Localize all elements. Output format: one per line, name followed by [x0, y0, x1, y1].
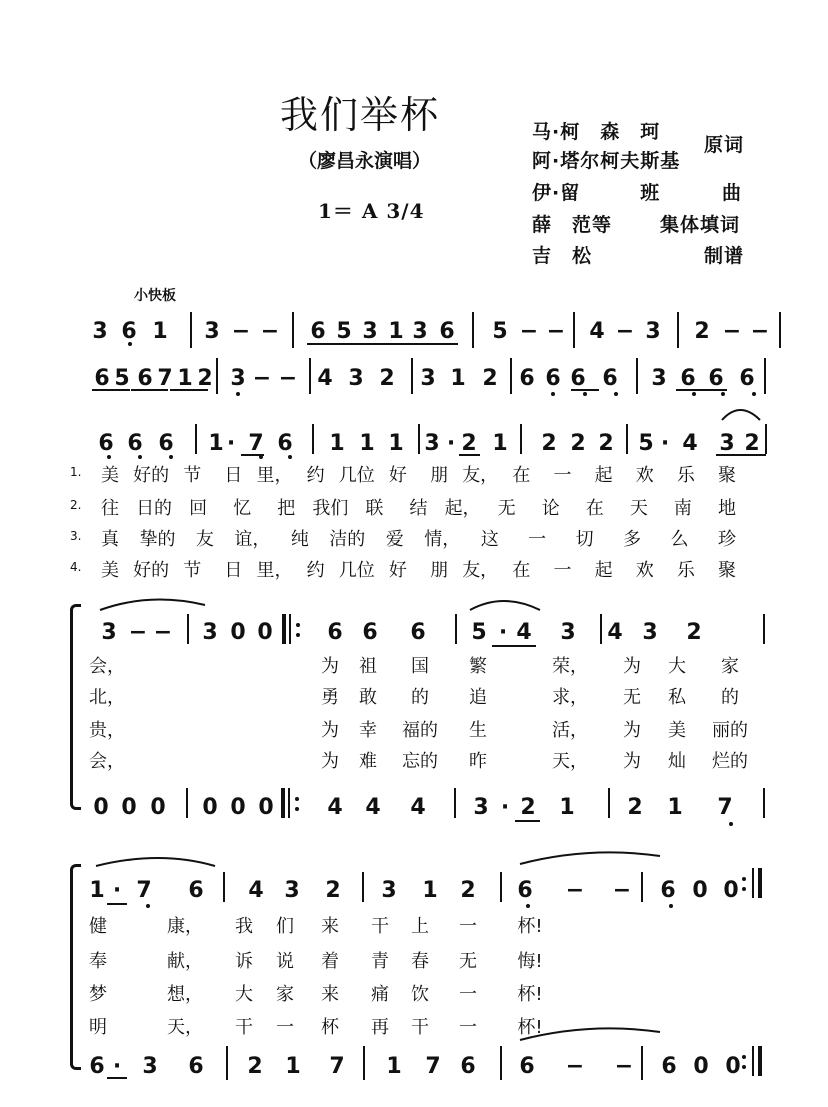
note: 2	[627, 795, 643, 820]
note: 3	[92, 319, 108, 344]
note: 0	[723, 878, 739, 903]
note: 6	[121, 319, 137, 344]
tempo-marking: 小快板	[134, 288, 176, 304]
note: 3	[473, 795, 489, 820]
lyric-word: 无	[623, 687, 641, 708]
lyric-word: 饮	[411, 984, 429, 1005]
note: 7	[425, 1054, 441, 1079]
lyric-word: 为	[623, 751, 641, 772]
lyric-word: 来	[321, 916, 339, 937]
lyric-word: 追	[469, 687, 487, 708]
slur-arc	[520, 852, 660, 864]
lyric-word: 痛	[371, 984, 389, 1005]
slur-arc	[100, 600, 205, 610]
note: 6	[708, 366, 724, 391]
note: 4	[516, 620, 532, 645]
lyric-word: 梦	[89, 984, 107, 1005]
verse-number: 2.	[70, 498, 82, 512]
note: 3	[381, 878, 397, 903]
note: 6	[410, 620, 426, 645]
note: 6	[519, 1054, 535, 1079]
lyric-word: 欢	[635, 560, 654, 581]
lyric-word: 家	[721, 656, 739, 677]
note: 5	[492, 319, 508, 344]
lyric-word: 干	[235, 1017, 253, 1038]
arranger-role: 制谱	[704, 245, 745, 267]
dash-mark: −	[612, 878, 632, 903]
lyric-word: 忆	[233, 498, 252, 519]
verse-number: 4.	[70, 560, 82, 574]
lyric-word: 好的	[133, 560, 170, 581]
note: 2	[325, 878, 341, 903]
lyric-word: 起	[594, 465, 613, 486]
note: 4	[327, 795, 343, 820]
lyric-word: 繁	[469, 656, 487, 677]
lyric-word: 的	[411, 687, 429, 708]
lyric-word: 起	[594, 560, 613, 581]
lyric-word: 干	[371, 916, 389, 937]
note: 2	[744, 431, 760, 456]
note: 6	[137, 366, 153, 391]
dot-mark: ·	[226, 431, 236, 456]
lyric-word: 里，	[256, 560, 293, 581]
lyric-word: 好	[388, 560, 407, 581]
note: 1	[388, 431, 404, 456]
note: 2	[570, 431, 586, 456]
lyric-word: 干	[411, 1017, 429, 1038]
lyric-word: 真	[101, 529, 119, 550]
lyric-word: 乐	[676, 560, 695, 581]
lyric-word: 无	[459, 951, 477, 972]
lyric-word: 上	[411, 916, 429, 937]
lyric-word: 奉	[89, 951, 107, 972]
lyric-word: 健	[89, 916, 107, 937]
note: 6	[310, 319, 326, 344]
note: 6	[188, 878, 204, 903]
slur-arc	[470, 601, 540, 610]
note: 1	[388, 319, 404, 344]
note: 4	[317, 366, 333, 391]
note: 6	[362, 620, 378, 645]
note: 0	[258, 795, 274, 820]
lyric-word: 好	[388, 465, 407, 486]
note: 3	[420, 366, 436, 391]
lyric-word: 日	[224, 465, 243, 486]
note: 7	[157, 366, 173, 391]
note: 1	[359, 431, 375, 456]
note: 1	[89, 878, 105, 903]
lyric-word: 求，	[552, 687, 588, 708]
dash-mark: −	[615, 319, 635, 344]
lyric-word: 青	[371, 951, 389, 972]
arranger: 吉 松	[532, 245, 593, 267]
note: 4	[365, 795, 381, 820]
note: 2	[461, 431, 477, 456]
lyric-word: 一	[459, 984, 477, 1005]
lyric-fillers: 薛 范等	[532, 214, 613, 236]
note: 7	[248, 431, 264, 456]
note: 1	[667, 795, 683, 820]
note: 4	[589, 319, 605, 344]
lyric-word: 节	[183, 465, 202, 486]
note: 3	[719, 431, 735, 456]
note: 1	[422, 878, 438, 903]
singer-note: （廖昌永演唱）	[298, 150, 432, 172]
dash-mark: −	[546, 319, 566, 344]
lyric-word: 献，	[167, 951, 203, 972]
note: 3	[204, 319, 220, 344]
lyric-fillers-role: 集体填词	[660, 214, 741, 236]
lyric-word: 灿	[668, 751, 686, 772]
dot-mark: ·	[112, 878, 122, 903]
note: 3	[651, 366, 667, 391]
note: 2	[379, 366, 395, 391]
note: 7	[329, 1054, 345, 1079]
lyric-word: 杯!	[517, 916, 543, 937]
note: 2	[598, 431, 614, 456]
lyric-word: 几位	[338, 465, 375, 486]
lyric-word: 说	[276, 951, 294, 972]
note: 0	[230, 620, 246, 645]
note: 5	[114, 366, 130, 391]
note: 1	[559, 795, 575, 820]
lyric-word: 为	[623, 720, 641, 741]
dot-mark: ·	[660, 431, 670, 456]
lyric-word: 切	[575, 529, 594, 550]
lyric-word: 私	[668, 687, 686, 708]
note: 3	[412, 319, 428, 344]
note: 0	[692, 878, 708, 903]
dot-mark: ·	[500, 795, 510, 820]
lyric-word: 朋	[430, 560, 449, 581]
dash-mark: −	[252, 366, 272, 391]
lyric-word: 美	[668, 720, 686, 741]
lyric-word: 想，	[167, 984, 203, 1005]
note: 3	[230, 366, 246, 391]
slur-arc	[722, 410, 760, 420]
dot-mark: ·	[498, 620, 508, 645]
lyric-word: 在	[585, 498, 604, 519]
lyric-word: 么	[670, 529, 689, 550]
dash-mark: −	[128, 620, 148, 645]
note: 1	[208, 431, 224, 456]
lyric-word: 美	[101, 465, 119, 486]
lyric-word: 好的	[133, 465, 170, 486]
note: 0	[93, 795, 109, 820]
song-title: 我们举杯	[280, 93, 441, 137]
note: 3	[284, 878, 300, 903]
verse-number: 3.	[70, 529, 82, 543]
lyric-word: 约	[306, 465, 325, 486]
composer-role: 曲	[722, 182, 743, 204]
lyric-word: 友，	[462, 560, 499, 581]
note: 6	[661, 1054, 677, 1079]
dash-mark: −	[260, 319, 280, 344]
lyric-word: 天，	[552, 751, 588, 772]
lyric-word: 在	[512, 560, 531, 581]
lyric-word: 荣，	[552, 656, 588, 677]
lyric-word: 家	[276, 984, 294, 1005]
note: 0	[257, 620, 273, 645]
lyric-word: 活，	[552, 720, 588, 741]
lyric-word: 在	[512, 465, 531, 486]
lyric-word: 我们	[312, 498, 349, 519]
lyric-word: 着	[321, 951, 339, 972]
note: 3	[424, 431, 440, 456]
note: 6	[660, 878, 676, 903]
note: 1	[386, 1054, 402, 1079]
lyric-word: 日的	[136, 498, 173, 519]
lyric-word: 烂的	[712, 751, 748, 772]
lyricist-1: 马·柯 森 珂	[532, 121, 661, 143]
note: 0	[121, 795, 137, 820]
lyric-word: 勇	[321, 687, 339, 708]
note: 7	[136, 878, 152, 903]
verse-number: 1.	[70, 465, 82, 479]
lyric-word: 回	[189, 498, 208, 519]
lyric-word: 欢	[635, 465, 654, 486]
lyric-word: 珍	[718, 529, 736, 550]
lyric-word: 天	[629, 498, 648, 519]
lyric-word: 节	[183, 560, 202, 581]
note: 6	[89, 1054, 105, 1079]
note: 1	[450, 366, 466, 391]
lyric-word: 一	[528, 529, 547, 550]
note: 3	[348, 366, 364, 391]
dash-mark: −	[722, 319, 742, 344]
note: 6	[739, 366, 755, 391]
lyric-word: 康，	[167, 916, 203, 937]
note: 6	[94, 366, 110, 391]
lyric-word: 乐	[676, 465, 695, 486]
note: 6	[460, 1054, 476, 1079]
lyric-word: 悔!	[517, 951, 543, 972]
lyric-word: 几位	[338, 560, 375, 581]
lyric-word: 约	[306, 560, 325, 581]
dash-mark: −	[231, 319, 251, 344]
note: 6	[517, 878, 533, 903]
note: 2	[460, 878, 476, 903]
lyric-word: 一	[459, 916, 477, 937]
note: 6	[680, 366, 696, 391]
lyric-word: 生	[469, 720, 487, 741]
slur-arc	[520, 1028, 660, 1040]
lyric-word: 朋	[430, 465, 449, 486]
lyric-word: 我	[235, 916, 253, 937]
lyric-word: 春	[411, 951, 429, 972]
lyric-word: 明	[89, 1017, 107, 1038]
note: 6	[127, 431, 143, 456]
lyric-word: 南	[673, 498, 692, 519]
lyric-word: 这	[480, 529, 499, 550]
lyric-word: 往	[101, 498, 119, 519]
lyric-word: 的	[721, 687, 739, 708]
lyric-word: 纯	[290, 529, 309, 550]
note: 4	[410, 795, 426, 820]
lyric-word: 洁的	[329, 529, 366, 550]
dash-mark: −	[750, 319, 770, 344]
lyric-word: 再	[371, 1017, 389, 1038]
slur-arc	[96, 858, 215, 866]
lyric-word: 为	[321, 720, 339, 741]
note: 3	[362, 319, 378, 344]
note: 1	[329, 431, 345, 456]
lyric-word: 一	[553, 560, 572, 581]
lyric-word: 为	[321, 656, 339, 677]
lyric-word: 幸	[359, 720, 377, 741]
note: 5	[471, 620, 487, 645]
note: 3	[645, 319, 661, 344]
lyric-word: 谊，	[234, 529, 271, 550]
note: 2	[694, 319, 710, 344]
dash-mark: −	[519, 319, 539, 344]
note: 2	[247, 1054, 263, 1079]
note: 2	[520, 795, 536, 820]
lyric-word: 国	[411, 656, 429, 677]
note: 1	[177, 366, 193, 391]
note: 2	[482, 366, 498, 391]
note: 3	[142, 1054, 158, 1079]
dash-mark: −	[565, 1054, 585, 1079]
note: 2	[197, 366, 213, 391]
note: 7	[717, 795, 733, 820]
dot-mark: ·	[446, 431, 456, 456]
note: 2	[541, 431, 557, 456]
note: 6	[602, 366, 618, 391]
note: 3	[202, 620, 218, 645]
note: 4	[682, 431, 698, 456]
lyric-word: 聚	[718, 465, 736, 486]
note: 4	[248, 878, 264, 903]
lyric-word: 杯	[321, 1017, 339, 1038]
lyric-word: 爱	[385, 529, 404, 550]
lyric-word: 聚	[718, 560, 736, 581]
lyric-role: 原词	[704, 134, 745, 156]
lyric-word: 无	[497, 498, 516, 519]
lyric-word: 起，	[444, 498, 481, 519]
lyric-word: 一	[553, 465, 572, 486]
note: 1	[285, 1054, 301, 1079]
note: 3	[101, 620, 117, 645]
note: 3	[642, 620, 658, 645]
note: 3	[560, 620, 576, 645]
key-signature: 1＝ A 3/4	[318, 199, 425, 223]
note: 1	[152, 319, 168, 344]
dash-mark: −	[153, 620, 173, 645]
dash-mark: −	[565, 878, 585, 903]
lyric-word: 们	[276, 916, 294, 937]
lyric-word: 天，	[167, 1017, 203, 1038]
dash-mark: −	[278, 366, 298, 391]
lyric-word: 杯!	[517, 984, 543, 1005]
dash-mark: −	[614, 1054, 634, 1079]
lyric-word: 多	[623, 529, 642, 550]
note: 0	[693, 1054, 709, 1079]
lyric-word: 为	[623, 656, 641, 677]
note: 0	[725, 1054, 741, 1079]
composer: 伊·留 班	[532, 182, 661, 204]
note: 6	[188, 1054, 204, 1079]
note: 6	[545, 366, 561, 391]
dot-mark: ·	[112, 1054, 122, 1079]
lyric-word: 美	[101, 560, 119, 581]
note: 0	[202, 795, 218, 820]
lyric-word: 一	[459, 1017, 477, 1038]
note: 6	[519, 366, 535, 391]
note: 2	[686, 620, 702, 645]
lyric-word: 联	[365, 498, 384, 519]
lyric-word: 大	[235, 984, 253, 1005]
lyric-word: 为	[321, 751, 339, 772]
lyric-word: 挚的	[139, 529, 176, 550]
lyric-word: 北，	[89, 687, 125, 708]
note: 6	[158, 431, 174, 456]
lyric-word: 难	[359, 751, 377, 772]
lyric-word: 忘的	[402, 751, 438, 772]
lyric-word: 来	[321, 984, 339, 1005]
lyric-word: 杯!	[517, 1017, 543, 1038]
lyric-word: 友	[195, 529, 214, 550]
lyric-word: 论	[541, 498, 560, 519]
lyric-word: 会，	[89, 751, 125, 772]
note: 6	[327, 620, 343, 645]
lyric-word: 把	[277, 498, 296, 519]
lyric-word: 福的	[402, 720, 438, 741]
lyric-word: 丽的	[712, 720, 748, 741]
lyric-word: 诉	[235, 951, 253, 972]
lyric-word: 地	[718, 498, 736, 519]
note: 6	[277, 431, 293, 456]
lyric-word: 会，	[89, 656, 125, 677]
lyricist-2: 阿·塔尔柯夫斯基	[532, 150, 681, 172]
lyric-word: 里，	[256, 465, 293, 486]
note: 5	[336, 319, 352, 344]
note: 6	[570, 366, 586, 391]
lyric-word: 结	[409, 498, 428, 519]
note: 5	[638, 431, 654, 456]
lyric-word: 大	[668, 656, 686, 677]
note: 1	[492, 431, 508, 456]
note: 0	[150, 795, 166, 820]
note: 4	[607, 620, 623, 645]
lyric-word: 友，	[462, 465, 499, 486]
lyric-word: 贵，	[89, 720, 125, 741]
note: 6	[439, 319, 455, 344]
note: 6	[98, 431, 114, 456]
lyric-word: 一	[276, 1017, 294, 1038]
lyric-word: 祖	[359, 656, 377, 677]
lyric-word: 情，	[424, 529, 461, 550]
lyric-word: 敢	[359, 687, 377, 708]
lyric-word: 昨	[469, 751, 487, 772]
note: 0	[230, 795, 246, 820]
lyric-word: 日	[224, 560, 243, 581]
